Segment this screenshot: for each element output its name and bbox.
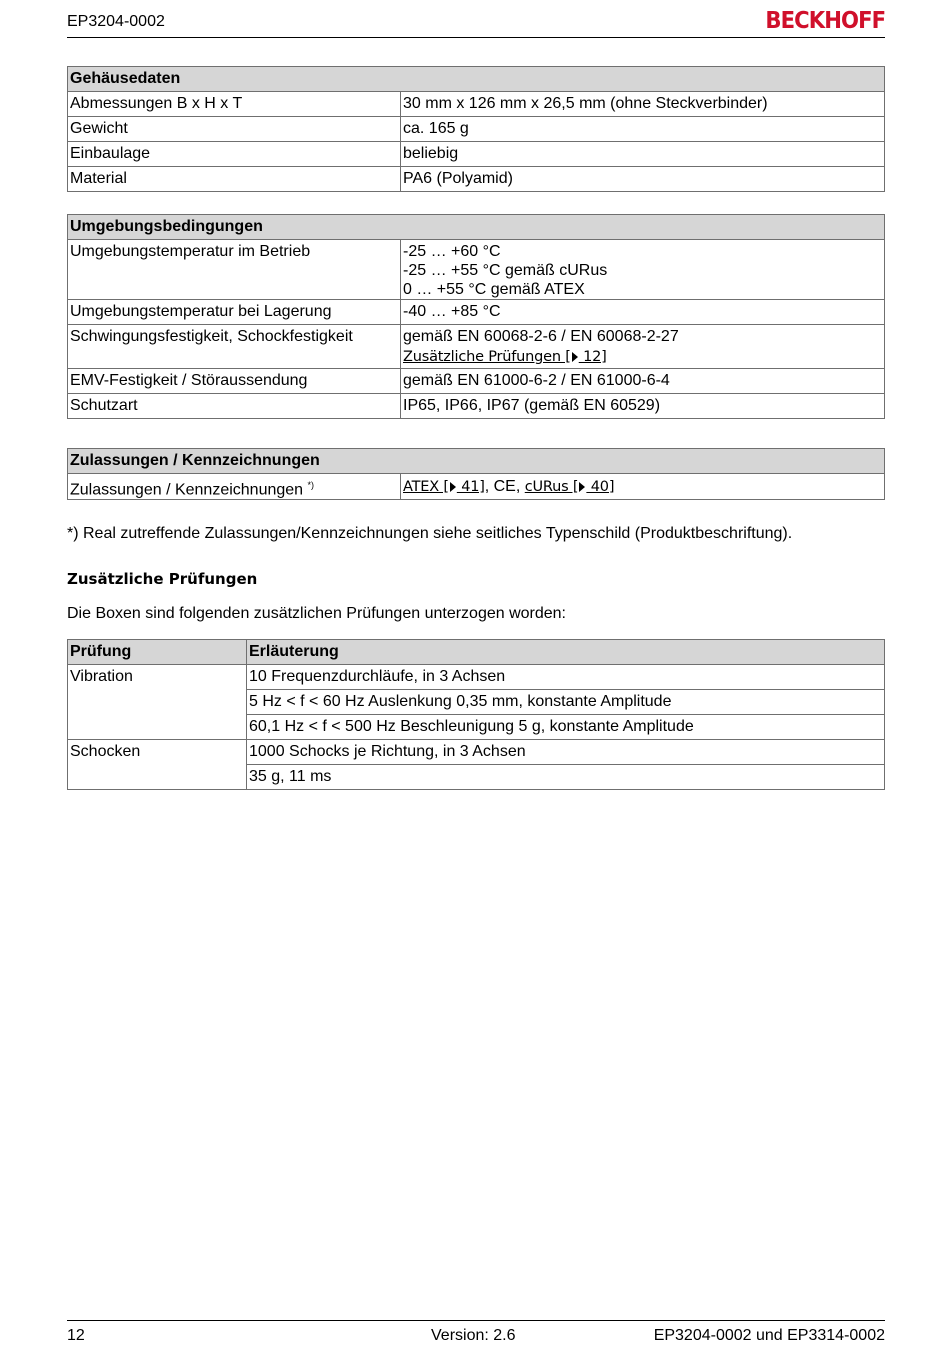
- row-label: Gewicht: [68, 117, 401, 142]
- table-row: [68, 167, 885, 192]
- link-text: Zusätzliche Prüfungen [: [403, 349, 571, 365]
- table-row: [68, 394, 885, 419]
- table-row: [68, 240, 885, 300]
- page-footer: [67, 1320, 885, 1351]
- column-header-test: Prüfung: [68, 640, 247, 665]
- row-label: Abmessungen B x H x T: [68, 92, 401, 117]
- footer-title: EP3204-0002 und EP3314-0002: [653, 1327, 885, 1344]
- link-text: cURus [: [524, 479, 579, 495]
- test-detail: 35 g, 11 ms: [247, 765, 885, 790]
- page-arrow-icon: [450, 482, 456, 492]
- row-value: [401, 474, 885, 500]
- row-value: [401, 325, 885, 369]
- table-row: [68, 92, 885, 117]
- link-page: 12]: [578, 349, 607, 365]
- row-label: EMV-Festigkeit / Störaussendung: [68, 369, 401, 394]
- curus-link[interactable]: [525, 479, 615, 495]
- test-detail: 10 Frequenzdurchläufe, in 3 Achsen: [247, 665, 885, 690]
- environment-title: Umgebungsbedingungen: [68, 215, 885, 240]
- link-page: 41]: [456, 479, 485, 495]
- row-value: ca. 165 g: [401, 117, 885, 142]
- row-value: PA6 (Polyamid): [401, 167, 885, 192]
- operating-temp-line: -25 … +55 °C gemäß cURus: [403, 262, 608, 279]
- atex-link[interactable]: [403, 479, 485, 495]
- row-label: Umgebungstemperatur bei Lagerung: [68, 300, 401, 325]
- test-detail: 60,1 Hz < f < 500 Hz Beschleunigung 5 g, konstante Amplitude: [247, 715, 885, 740]
- row-value: gemäß EN 61000-6-2 / EN 61000-6-4: [401, 369, 885, 394]
- footnote-marker: *): [307, 480, 315, 490]
- housing-title: Gehäusedaten: [68, 67, 885, 92]
- table-row: [68, 665, 885, 690]
- column-header-explanation: Erläuterung: [247, 640, 885, 665]
- row-label: Einbaulage: [68, 142, 401, 167]
- row-label: Material: [68, 167, 401, 192]
- approvals-title: Zulassungen / Kennzeichnungen: [68, 449, 885, 474]
- table-row: [68, 474, 885, 500]
- row-value: 30 mm x 126 mm x 26,5 mm (ohne Steckverbinder): [401, 92, 885, 117]
- row-value: [401, 240, 885, 300]
- row-value: IP65, IP66, IP67 (gemäß EN 60529): [401, 394, 885, 419]
- row-label: Schwingungsfestigkeit, Schockfestigkeit: [68, 325, 401, 369]
- operating-temp-line: 0 … +55 °C gemäß ATEX: [403, 281, 585, 298]
- section-heading: Zusätzliche Prüfungen: [67, 570, 258, 588]
- page-arrow-icon: [579, 482, 585, 492]
- vibration-standard: gemäß EN 60068-2-6 / EN 60068-2-27: [403, 328, 679, 345]
- row-label: Umgebungstemperatur im Betrieb: [68, 240, 401, 300]
- table-row: [68, 300, 885, 325]
- version-label: Version: 2.6: [431, 1327, 516, 1344]
- test-label: Vibration: [68, 665, 247, 740]
- beckhoff-logo: BECKHOFF: [765, 8, 885, 34]
- tests-table: [67, 639, 885, 790]
- approvals-separator: , CE,: [484, 478, 525, 495]
- document-id: EP3204-0002: [67, 13, 165, 30]
- row-value: -40 … +85 °C: [401, 300, 885, 325]
- page-number: 12: [67, 1327, 85, 1344]
- page-arrow-icon: [572, 352, 578, 362]
- table-row: [68, 740, 885, 765]
- link-text: ATEX [: [403, 479, 449, 495]
- test-detail: 5 Hz < f < 60 Hz Auslenkung 0,35 mm, konstante Amplitude: [247, 690, 885, 715]
- approvals-label: Zulassungen / Kennzeichnungen: [70, 481, 308, 499]
- housing-table: [67, 66, 885, 192]
- environment-table: [67, 214, 885, 419]
- table-row: [68, 325, 885, 369]
- row-label: [68, 474, 401, 500]
- link-page: 40]: [586, 479, 615, 495]
- test-detail: 1000 Schocks je Richtung, in 3 Achsen: [247, 740, 885, 765]
- intro-text: Die Boxen sind folgenden zusätzlichen Prüfungen unterzogen worden:: [67, 605, 566, 622]
- page-header: [67, 10, 885, 38]
- approvals-table: [67, 448, 885, 500]
- table-row: [68, 142, 885, 167]
- table-row: [68, 117, 885, 142]
- footnote: *) Real zutreffende Zulassungen/Kennzeichnungen siehe seitliches Typenschild (Produktbeschriftung).: [67, 525, 793, 542]
- operating-temp-line: -25 … +60 °C: [403, 243, 501, 260]
- row-value: beliebig: [401, 142, 885, 167]
- row-label: Schutzart: [68, 394, 401, 419]
- test-label: Schocken: [68, 740, 247, 790]
- table-row: [68, 369, 885, 394]
- additional-tests-link[interactable]: [403, 349, 607, 365]
